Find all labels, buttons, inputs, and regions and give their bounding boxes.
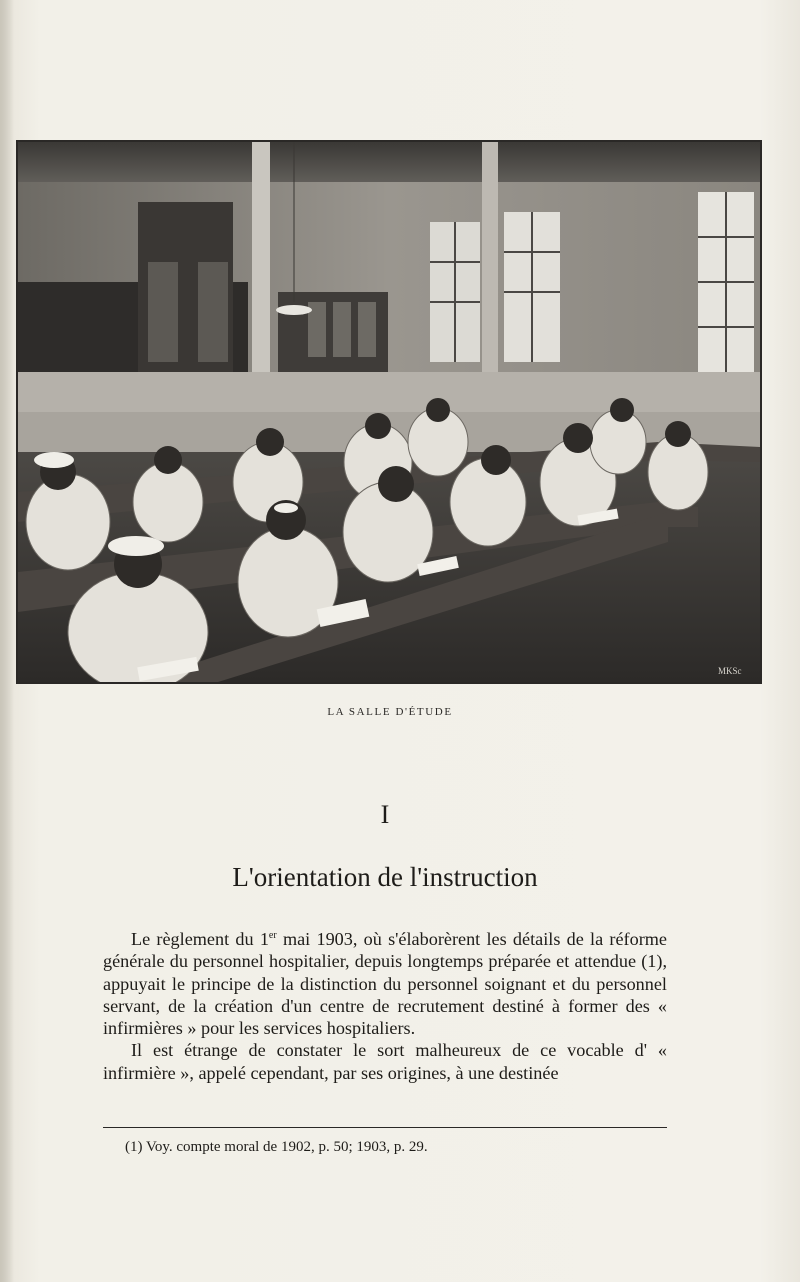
paragraph-1-rest: mai 1903, où s'élaborèrent les détails de la réforme générale du personnel hospitalier, depuis longtemps préparée et attendue (1), appuyait le principe de la distinction du personnel soignant et du personnel servant, de la création d'un centre de recrutement destiné à former des « infirmières » pour les services hospitaliers.	[103, 929, 667, 1039]
paragraph-1	[103, 928, 667, 1039]
photo-caption: LA SALLE D'ÉTUDE	[327, 706, 453, 718]
body-text	[103, 928, 667, 1084]
footnote-rule	[103, 1127, 667, 1128]
study-hall-photograph	[16, 140, 762, 684]
chapter-title: L'orientation de l'instruction	[232, 862, 538, 892]
photo-signature: MKSc	[718, 666, 742, 676]
paragraph-2: Il est étrange de constater le sort malheureux de ce vocable d' « infirmière », appelé cependant, par ses origines, à une destinée	[103, 1040, 667, 1083]
spine-shadow	[0, 0, 14, 1282]
photograph-classroom-icon	[18, 142, 760, 682]
ordinal-superscript: er	[268, 930, 277, 941]
footnote: (1) Voy. compte moral de 1902, p. 50; 1903, p. 29.	[125, 1139, 428, 1155]
chapter-number: I	[380, 800, 390, 829]
paragraph-1-start: Le règlement du 1	[131, 929, 269, 949]
